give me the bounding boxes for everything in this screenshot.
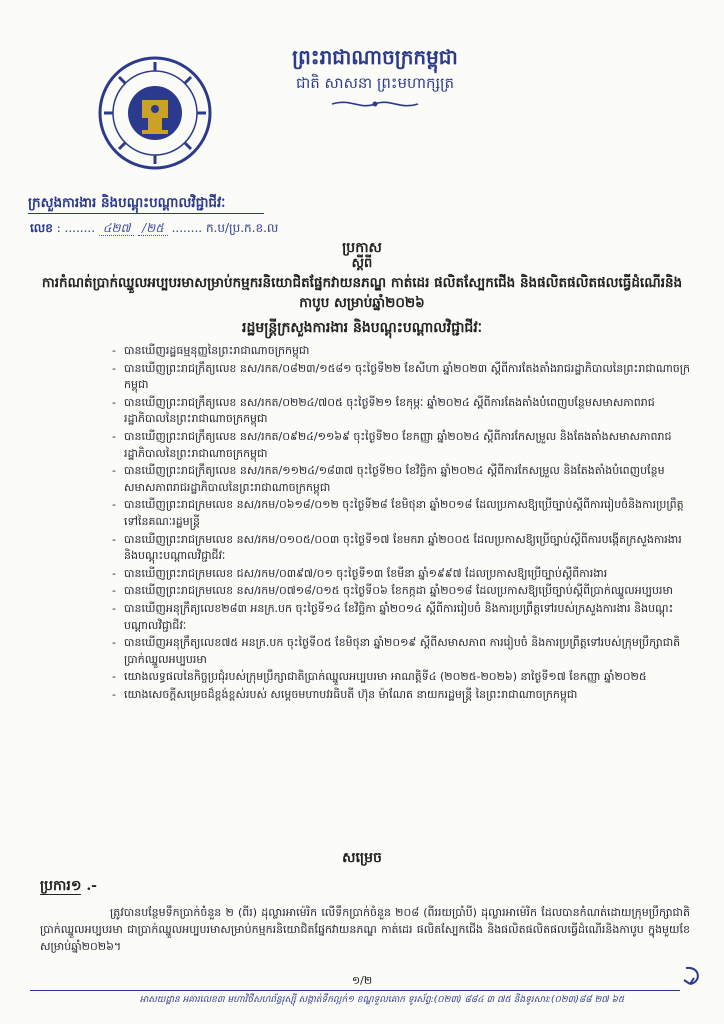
page-number: ១/២ (351, 974, 373, 987)
ministry-seal-icon (96, 54, 214, 172)
list-item: - បានឃើញអនុក្រឹត្យលេខ៧៥ អនក្រ.បក ចុះថ្ងៃទី០៥ ខែមិថុនា ឆ្នាំ២០១៩ ស្តីពីសមាសភាព ការរៀបចំ និងការប្រព្រឹត្តទៅរបស់ក្រុមប្រឹក្សាជាតិប្រាក់ឈ្នួលអប្បបរមា (112, 636, 681, 666)
list-item: - បានឃើញព្រះរាជក្រឹត្យលេខ នស/រកត/០២២៤/៧០៥ ចុះថ្ងៃទី២១ ខែកុម្ភៈ ឆ្នាំ២០២៤ ស្តីពីការតែងតាំងបំពេញបន្ថែមសមាសភាពរាជរដ្ឋាភិបាលនៃព្រះរាជាណាចក្រកម្ពុជា (112, 395, 655, 426)
article-label: ប្រការ១ (40, 878, 82, 894)
ref-number-handwritten: ៤២៧ (99, 221, 134, 236)
list-item: - បានឃើញព្រះរាជក្រឹត្យលេខ នស/រកត/០៩២៤/១១៦៩ ចុះថ្ងៃទី២០ ខែកញ្ញា ឆ្នាំ២០២៤ ស្តីពីការកែសម្រួល និងតែងតាំងសមាសភាពរាជរដ្ឋាភិបាលនៃព្រះរាជាណាចក្រកម្ពុជា (112, 429, 672, 460)
article-text-block (40, 904, 690, 955)
ministry-underline (28, 213, 264, 214)
list-item: - បានឃើញព្រះរាជក្រមលេខ នស/រកម/០៧១៨/០១៥ ចុះថ្ងៃទី០៦ ខែកក្កដា ឆ្នាំ២០១៨ ដែលប្រកាសឱ្យប្រើច្បាប់ស្តីពីប្រាក់ឈ្នួលអប្បបរមា (112, 584, 673, 598)
prakas-on: ស្តីពី (351, 256, 373, 271)
list-item: - បានឃើញអនុក្រឹត្យលេខ២៨៣ អនក្រ.បក ចុះថ្ងៃទី១៤ ខែវិច្ឆិកា ឆ្នាំ២០១៤ ស្តីពីការរៀបចំ និងការប្រព្រឹត្តទៅរបស់ក្រសួងការងារ និងបណ្តុះបណ្តាលវិជ្ជាជីវៈ (112, 601, 674, 632)
national-motto: ជាតិ សាសនា ព្រះមហាក្សត្រ (295, 74, 455, 92)
list-item: - បានឃើញព្រះរាជក្រមលេខ ជស/រកម/០៣៩៧/០១ ចុះថ្ងៃទី១៣ ខែមីនា ឆ្នាំ១៩៩៧ ដែលប្រកាសឱ្យប្រើច្បាប់ស្តីពីការងារ (112, 566, 608, 580)
article-suffix: .- (86, 878, 97, 894)
ref-code-handwritten: /២៥ (138, 221, 168, 236)
article-heading (40, 876, 97, 897)
footer-address: អាសយដ្ឋាន អគារលេខ៣ មហាវិថីសហព័ន្ធរុស្ស៊ី សង្កាត់ទឹកល្អក់១ ខណ្ឌទួលគោក ទូរស័ព្ទ:(០២៣) ៨៨៤ ៣ ៧៥ និងទូរសារ:(០២៣)៨៨ ២៧ ៦៥ (139, 995, 625, 1005)
kingdom-title: ព្រះរាជាណាចក្រកម្ពុជា (292, 45, 458, 69)
decision-heading: សម្រេច (342, 850, 382, 866)
list-item: - បានឃើញព្រះរាជក្រឹត្យលេខ នស/រកត/១១២៤/១៨៣៧ ចុះថ្ងៃទី២០ ខែវិច្ឆិកា ឆ្នាំ២០២៤ ស្តីពីការកែសម្រួល និងតែងតាំងបំពេញបន្ថែមសមាសភាពរាជរដ្ឋាភិបាលនៃព្រះរាជាណាចក្រកម្ពុជា (112, 464, 665, 494)
article-text: ត្រូវបានបន្ថែមទឹកប្រាក់ចំនួន ២ (ពីរ) ដុល្លារអាម៉េរិក លើទឹកប្រាក់ចំនួន ២០៨ (ពីររយប្រាំបី) ដុល្លារអាម៉េរិក ដែលបានកំណត់ដោយក្រុមប្រឹក្សាជាតិប្រាក់ឈ្នួលអប្បបរមា ជាប្រាក់ឈ្នួលអប្បបរមាសម្រាប់កម្មករនិយោជិតផ្នែកវាយនភណ្ឌ កាត់ដេរ ផលិតស្បែកជើង និងផលិតផលិតផលធ្វើដំណើរនិងកាបូប ក្នុងមួយខែ សម្រាប់ឆ្នាំ២០២៦។ (40, 906, 690, 953)
ministry-name: ក្រសួងការងារ និងបណ្តុះបណ្តាលវិជ្ជាជីវៈ (28, 195, 226, 211)
list-item: - បានឃើញព្រះរាជក្រមលេខ នស/រកម/០១០៥/០០៣ ចុះថ្ងៃទី១៧ ខែមករា ឆ្នាំ២០០៥ ដែលប្រកាសឱ្យប្រើច្បាប់ស្តីពីការបង្កើតក្រសួងការងារ និងបណ្តុះបណ្តាលវិជ្ជាជីវៈ (112, 532, 682, 563)
reference-number: លេខ : ........ ៤២៧ /២៥ ........ ក.ប/ប្រ.ក.ខ.ល (30, 221, 279, 235)
minister-heading: រដ្ឋមន្ត្រីក្រសួងការងារ និងបណ្តុះបណ្តាលវិជ្ជាជីវៈ (242, 320, 482, 336)
ref-label: លេខ (30, 221, 53, 235)
list-item: - យោងសេចក្តីសម្រេចដ៏ខ្ពង់ខ្ពស់របស់ សម្តេចមហាបវរធិបតី ហ៊ុន ម៉ាណែត នាយករដ្ឋមន្ត្រី នៃព្រះរាជាណាចក្រកម្ពុជា (112, 687, 578, 701)
list-item: - បានឃើញព្រះរាជក្រមលេខ នស/រកម/០៦១៨/០១២ ចុះថ្ងៃទី២៨ ខែមិថុនា ឆ្នាំ២០១៨ ដែលប្រកាសឱ្យប្រើច្បាប់ស្តីពីការរៀបចំនិងការប្រព្រឹត្តទៅនៃគណៈរដ្ឋមន្ត្រី (112, 498, 684, 528)
ornament-icon (330, 98, 420, 110)
footer-divider (30, 990, 680, 991)
list-item: - បានឃើញរដ្ឋធម្មនុញ្ញនៃព្រះរាជាណាចក្រកម្ពុជា (112, 344, 310, 357)
list-item: - យោងលទ្ធផលនៃកិច្ចប្រជុំរបស់ក្រុមប្រឹក្សាជាតិប្រាក់ឈ្នួលអប្បបរមា អាណត្តិទី៤ (២០២៥-២០២៦) នាថ្ងៃទី១៧ ខែកញ្ញា ឆ្នាំ២០២៥ (112, 670, 647, 684)
ref-suffix: ក.ប/ប្រ.ក.ខ.ល (205, 221, 279, 235)
page-turn-icon (680, 964, 704, 990)
kingdom-header (250, 44, 500, 110)
considerations-list (112, 343, 692, 704)
list-item: - បានឃើញព្រះរាជក្រឹត្យលេខ នស/រកត/០៨២៣/១៥៨១ ចុះថ្ងៃទី២២ ខែសីហា ឆ្នាំ២០២៣ ស្តីពីការតែងតាំងរាជរដ្ឋាភិបាលនៃព្រះរាជាណាចក្រកម្ពុជា (112, 361, 690, 392)
prakas-subject: ការកំណត់ប្រាក់ឈ្នួលអប្បបរមាសម្រាប់កម្មករនិយោជិតផ្នែកវាយនភណ្ឌ កាត់ដេរ ផលិតស្បែកជើង និងផលិតផលិតផលធ្វើដំណើរនិងកាបូប សម្រាប់ឆ្នាំ២០២៦ (41, 275, 683, 311)
prakas-title: ប្រកាស (342, 240, 382, 256)
ministry-name-block (28, 194, 225, 214)
